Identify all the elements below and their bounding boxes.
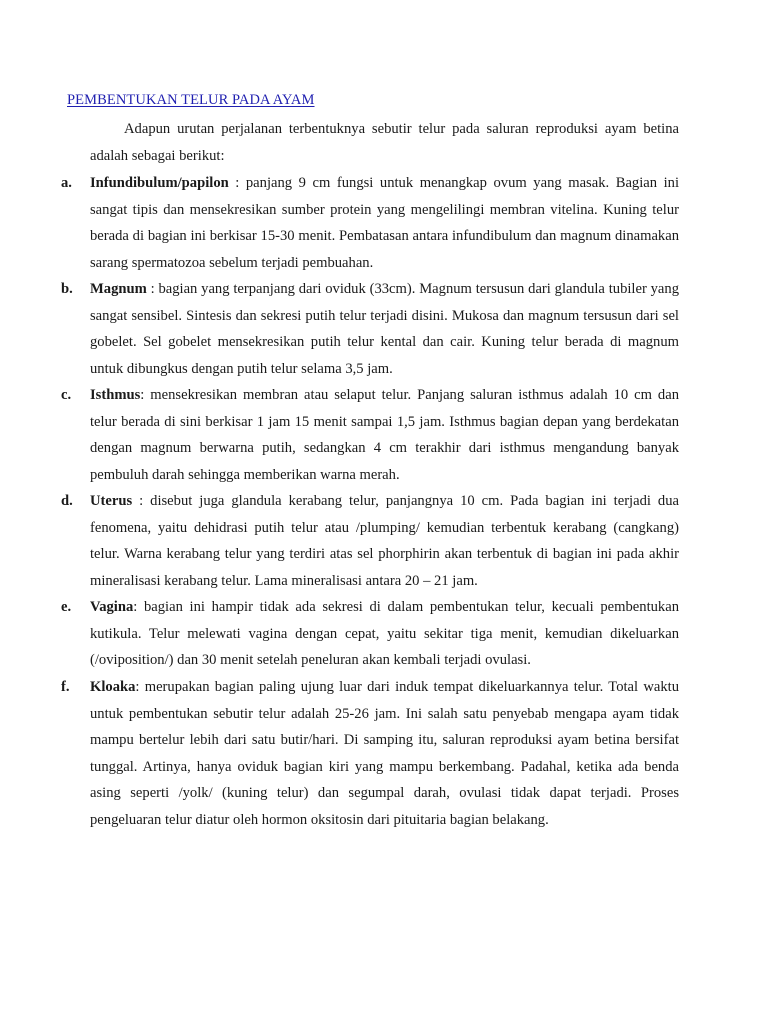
list-text: : bagian ini hampir tidak ada sekresi di dalam pembentukan telur, kecuali pembentukan kutikula. Telur melewati vagina dengan cepat, yaitu sekitar tiga menit, kemudian dikeluarkan (/oviposition/) dan 30 menit setelah peneluran akan kembali terjadi ovulasi. [90,599,679,668]
list-marker: e. [61,599,72,615]
list-item-isthmus [61,382,679,488]
list-marker: d. [61,493,73,509]
list-text: : bagian yang terpanjang dari oviduk (33cm). Magnum tersusun dari glandula tubiler yang sangat sensibel. Sintesis dan sekresi putih telur terjadi disini. Mukosa dan magnum tersusun dari sel gobelet. Sel gobelet mensekresikan putih telur kental dan cair. Kuning telur berada di magnum untuk dibungkus dengan putih telur selama 3,5 jam. [90,281,679,377]
list-text: : panjang 9 cm fungsi untuk menangkap ovum yang masak. Bagian ini sangat tipis dan mensekresikan sumber protein yang mengelilingi membran vitelina. Kuning telur berada di bagian ini berkisar 15-30 menit. Pembatasan antara infundibulum dan magnum dinamakan sarang spermatozoa sebelum terjadi pembuahan. [90,175,679,271]
document-title: PEMBENTUKAN TELUR PADA AYAM [67,92,315,108]
list-text: : merupakan bagian paling ujung luar dari induk tempat dikeluarkannya telur. Total waktu untuk pembentukan sebutir telur adalah 25-26 jam. Ini salah satu penyebab mengapa ayam tidak mampu bertelur lebih dari satu butir/hari. Di samping itu, saluran reproduksi ayam betina bersifat tunggal. Artinya, hanya oviduk bagian kiri yang mampu berkembang. Padahal, ketika ada benda asing seperti /yolk/ (kuning telur) dan segumpal darah, ovulasi tidak dapat terjadi. Proses pengeluaran telur diatur oleh hormon oksitosin dari pituitaria bagian belakang. [90,679,679,828]
list-marker: c. [61,387,72,403]
intro-paragraph: Adapun urutan perjalanan terbentuknya sebutir telur pada saluran reproduksi ayam betina adalah sebagai berikut: [90,121,679,164]
list-item-kloaka [61,674,679,833]
list-item-uterus [61,488,679,594]
list-term: Magnum [90,281,147,297]
list-item-magnum [61,276,679,382]
list-term: Kloaka [90,679,136,695]
list-marker: f. [61,679,70,695]
list-marker: a. [61,175,72,191]
list-term: Uterus [90,493,133,509]
list-term: Infundibulum/papilon [90,175,229,191]
list-marker: b. [61,281,73,297]
list-term: Isthmus [90,387,141,403]
list-item-infundibulum [61,170,679,276]
list-text: : disebut juga glandula kerabang telur, panjangnya 10 cm. Pada bagian ini terjadi dua fenomena, yaitu dehidrasi putih telur atau /plumping/ kemudian terbentuk kerabang (cangkang) telur. Warna kerabang telur yang terdiri atas sel phorphirin akan terbentuk di bagian ini pada akhir mineralisasi kerabang telur. Lama mineralisasi antara 20 – 21 jam. [90,493,679,589]
list-item-vagina [61,594,679,674]
list-term: Vagina [90,599,134,615]
list-text: : mensekresikan membran atau selaput telur. Panjang saluran isthmus adalah 10 cm dan telur berada di sini berkisar 1 jam 15 menit sampai 1,5 jam. Isthmus bagian depan yang berdekatan dengan magnum berwarna putih, sedangkan 4 cm terakhir dari isthmus mengandung banyak pembuluh darah sehingga memberikan warna merah. [90,387,679,483]
